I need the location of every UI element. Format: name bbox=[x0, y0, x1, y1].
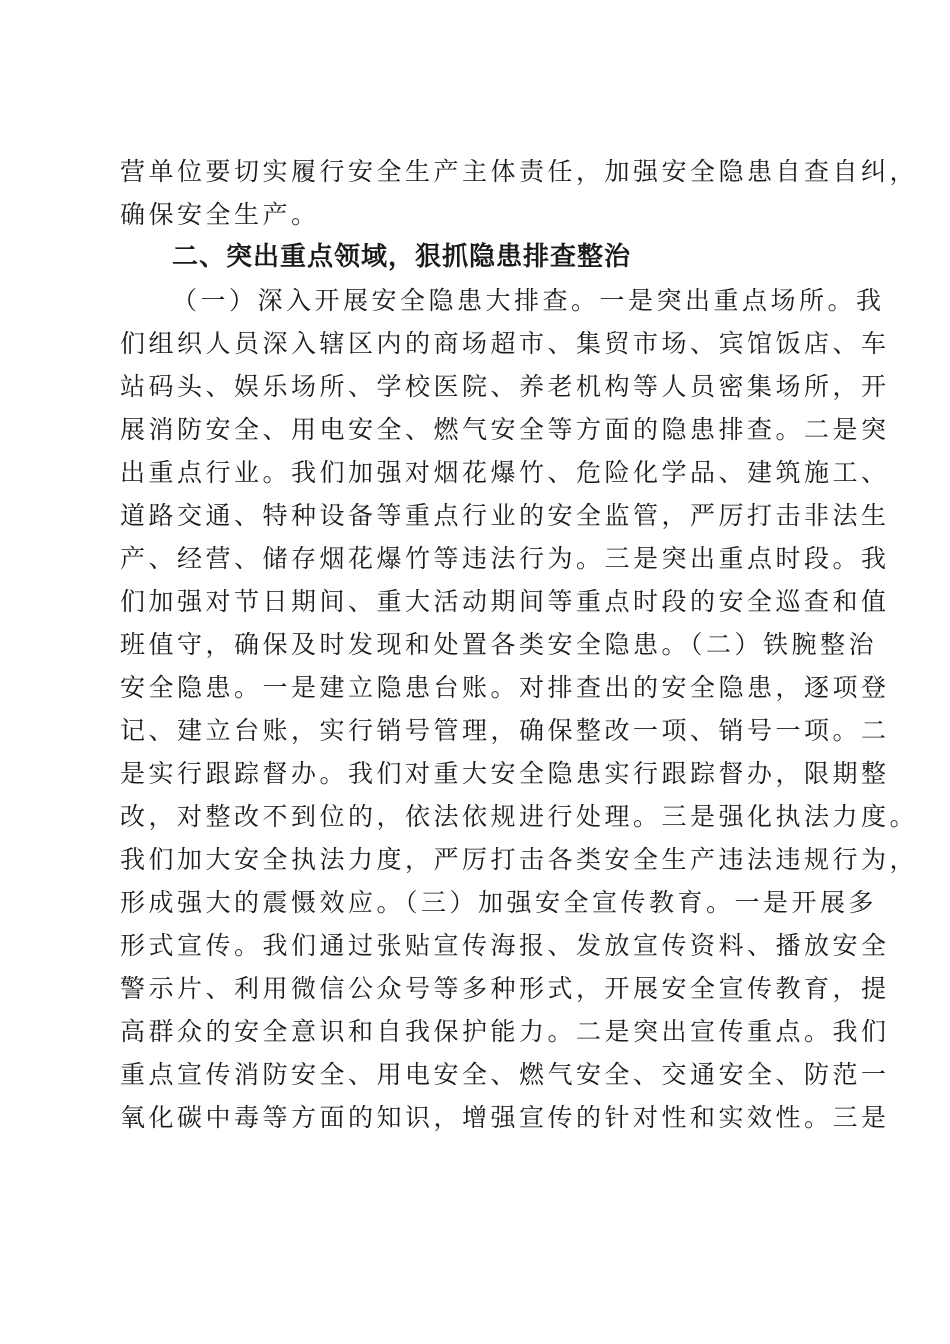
paragraph-line: 班值守，确保及时发现和处置各类安全隐患。（二）铁腕整治 bbox=[120, 630, 878, 659]
paragraph-line: 们组织人员深入辖区内的商场超市、集贸市场、宾馆饭店、车 bbox=[120, 329, 890, 358]
paragraph-line: 重点宣传消防安全、用电安全、燃气安全、交通安全、防范一 bbox=[120, 1060, 890, 1089]
paragraph-line: 道路交通、特种设备等重点行业的安全监管，严厉打击非法生 bbox=[120, 501, 890, 530]
paragraph-line: 产、经营、储存烟花爆竹等违法行为。三是突出重点时段。我 bbox=[120, 544, 890, 573]
paragraph-line: 营单位要切实履行安全生产主体责任，加强安全隐患自查自纠， bbox=[120, 157, 919, 186]
document-body bbox=[120, 150, 919, 1139]
paragraph-line: 记、建立台账，实行销号管理，确保整改一项、销号一项。二 bbox=[120, 716, 890, 745]
paragraph-line: 是实行跟踪督办。我们对重大安全隐患实行跟踪督办，限期整 bbox=[120, 759, 890, 788]
paragraph-line: 站码头、娱乐场所、学校医院、养老机构等人员密集场所，开 bbox=[120, 372, 890, 401]
paragraph-line: 确保安全生产。 bbox=[120, 200, 320, 229]
paragraph-line: 氧化碳中毒等方面的知识，增强宣传的针对性和实效性。三是 bbox=[120, 1103, 890, 1132]
paragraph-line: 展消防安全、用电安全、燃气安全等方面的隐患排查。二是突 bbox=[120, 415, 890, 444]
paragraph-line: 形成强大的震慑效应。（三）加强安全宣传教育。一是开展多 bbox=[120, 888, 878, 917]
paragraph-line: 们加强对节日期间、重大活动期间等重点时段的安全巡查和值 bbox=[120, 587, 890, 616]
paragraph-line: （一）深入开展安全隐患大排查。一是突出重点场所。我 bbox=[172, 286, 885, 315]
paragraph-line: 高群众的安全意识和自我保护能力。二是突出宣传重点。我们 bbox=[120, 1017, 890, 1046]
paragraph-line: 我们加大安全执法力度，严厉打击各类安全生产违法违规行为， bbox=[120, 845, 919, 874]
section-heading: 二、突出重点领域，狠抓隐患排查整治 bbox=[172, 242, 632, 272]
paragraph-line: 安全隐患。一是建立隐患台账。对排查出的安全隐患，逐项登 bbox=[120, 673, 890, 702]
paragraph-line: 出重点行业。我们加强对烟花爆竹、危险化学品、建筑施工、 bbox=[120, 458, 890, 487]
paragraph-line: 形式宣传。我们通过张贴宣传海报、发放宣传资料、播放安全 bbox=[120, 931, 890, 960]
paragraph-line: 警示片、利用微信公众号等多种形式，开展安全宣传教育，提 bbox=[120, 974, 890, 1003]
paragraph-line: 改，对整改不到位的，依法依规进行处理。三是强化执法力度。 bbox=[120, 802, 919, 831]
